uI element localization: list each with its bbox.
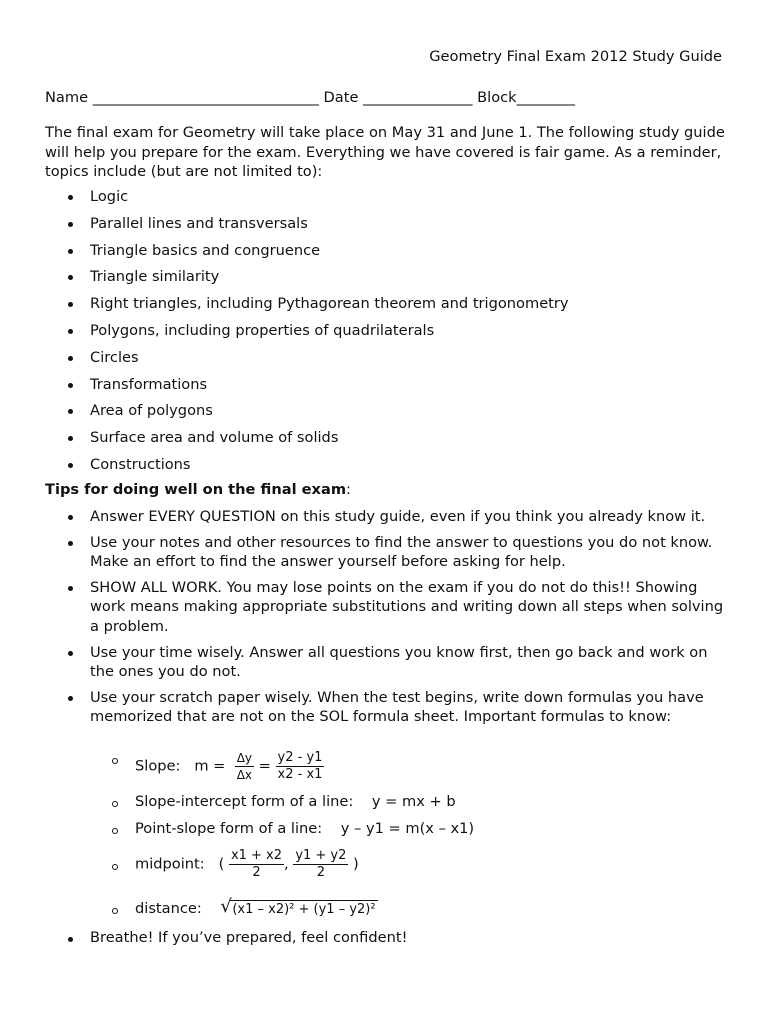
list-item: Area of polygons [45,401,735,428]
list-item: Circles [45,348,735,375]
bullet-icon [68,541,73,546]
list-item: Logic [45,187,735,214]
list-item: Surface area and volume of solids [45,428,735,455]
bullet-icon [68,409,73,414]
bullet-icon [68,356,73,361]
list-item: Constructions [45,455,735,482]
list-item: Use your time wisely. Answer all questions you know first, then go back and work on the ones you do not. [45,643,735,682]
distance-sqrt: √ (x1 – x2)² + (y1 – y2)² [220,896,376,917]
bullet-icon [68,275,73,280]
bullet-icon [68,696,73,701]
midpoint-y-fraction: $\frac{y1 + y2}{2}$ [295,848,347,880]
square-root-icon: √ [220,896,232,917]
document-title: Geometry Final Exam 2012 Study Guide [429,48,722,65]
list-item: Answer EVERY QUESTION on this study guide, even if you think you already know it. [45,507,735,527]
bullet-icon [68,249,73,254]
bullet-icon [68,463,73,468]
breathe-tip: Breathe! If you’ve prepared, feel confident! [45,929,740,946]
list-item: Parallel lines and transversals [45,214,735,241]
study-guide-page: Geometry Final Exam 2012 Study Guide Name _______________________________ Date _______________ Block________ The final exam for Geometry will take place on May 31 and June 1. The following study guide will help you prepare for the exam. Everything we have covered is fair game. As a reminder, topics include (but are not limited to): Logic Parallel lines and transversals Triangle basics and congruence Triangle similarity Right triangles, including Pythagorean theorem and trigonometry Polygons, including properties of quadrilaterals Circles Transformations Area of polygons Surface area and volume of solids Constructions Tips for doing well on the final exam: Answer EVERY QUESTION on this study guide, even if you think you already know it. Use your notes and other resources to find the answer to questions you do not know. Make an effort to find the answer yourself before asking for help. SHOW ALL WORK. You may lose points on the exam if you do not do this!! Showing work means making appropriate substitutions and writing down all steps when solving a problem. Use your time wisely. Answer all questions you know first, then go back and work on the ones you do not. Use your scratch paper wisely. When the test begins, write down formulas you have memorized that are not on the SOL formula sheet. Important formulas to know: Slope: m = $\frac{\Delta y}{\Delta x}$ = $\frac{y2 - y1}{x2 - x1}$ Slope-intercept form of a line: y = mx + b Point-slope form of a line: y – y1 = m(x – x1) midpoint: ( $\frac{x1 + x2}{2}$ , $\frac{y1 + y2}{2}$ ) distance: √ (x1 – x2)² + (y1 – y2)² Breathe! If you’ve prepared, feel confident! [0,0,768,1024]
list-item: Triangle similarity [45,267,735,294]
tips-list [45,507,735,733]
bullet-icon [68,586,73,591]
bullet-icon [68,222,73,227]
bullet-icon [68,515,73,520]
midpoint-x-fraction: $\frac{x1 + x2}{2}$ [230,848,283,880]
bullet-icon [68,383,73,388]
circle-bullet-icon [112,801,118,807]
bullet-icon [68,302,73,307]
bullet-icon [68,937,73,942]
intro-paragraph: The final exam for Geometry will take place on May 31 and June 1. The following study guide will help you prepare for the exam. Everything we have covered is fair game. As a reminder, topics include (but are not limited to): [45,124,725,181]
list-item: SHOW ALL WORK. You may lose points on the exam if you do not do this!! Showing work means making appropriate substitutions and writing down all steps when solving a problem. [45,578,735,637]
list-item: Right triangles, including Pythagorean theorem and trigonometry [45,294,735,321]
bullet-icon [68,329,73,334]
slope-delta-fraction: $\frac{\Delta y}{\Delta x}$ [236,751,253,782]
slope-coordinate-fraction: $\frac{y2 - y1}{x2 - x1}$ [277,750,323,782]
list-item: Polygons, including properties of quadrilaterals [45,321,735,348]
circle-bullet-icon [112,758,118,764]
list-item: Transformations [45,375,735,402]
list-item: Use your scratch paper wisely. When the test begins, write down formulas you have memorized that are not on the SOL formula sheet. Important formulas to know: [45,688,735,727]
bullet-icon [68,195,73,200]
list-item: Triangle basics and congruence [45,241,735,268]
tips-heading: Tips for doing well on the final exam: [45,481,351,498]
bullet-icon [68,436,73,441]
circle-bullet-icon [112,864,118,870]
circle-bullet-icon [112,828,118,834]
topics-list [45,187,735,482]
name-date-block-line: Name _______________________________ Date _______________ Block________ [45,89,575,106]
circle-bullet-icon [112,908,118,914]
list-item: Use your notes and other resources to find the answer to questions you do not know. Make an effort to find the answer yourself before asking for help. [45,533,735,572]
bullet-icon [68,651,73,656]
